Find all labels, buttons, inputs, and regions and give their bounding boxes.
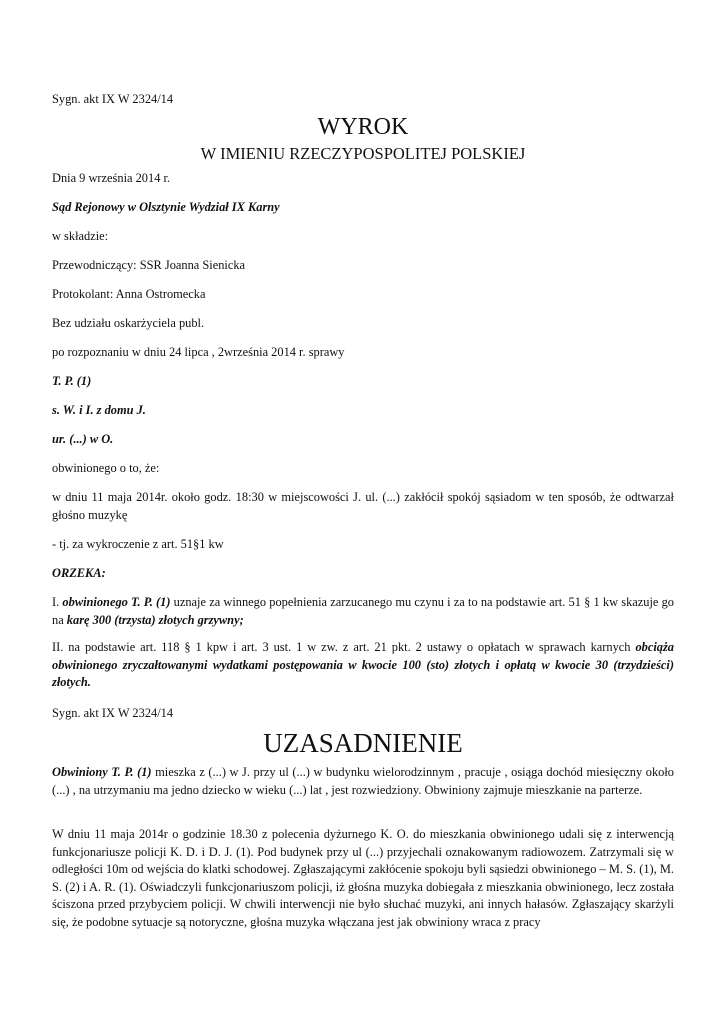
justification-paragraph-2: W dniu 11 maja 2014r o godzinie 18.30 z polecenia dyżurnego K. O. do mieszkania obwinionego udali się z interwencją funkcjonariusze policji K. D. i D. J. (1). Pod budynek przy ul (...) przyjechali oznakowanym radiowozem. Zatrzymali się w odległości 10m od wejścia do klatki schodowej. Zgłaszającymi zakłócenie spokoju byli sąsiedzi obwinionego – M. S. (1), M. S. (2) i A. R. (1). Oświadczyli funkcjonariuszom policji, iż głośna muzyka dobiegała z mieszkania obwinionego, lecz została ściszona przed przybyciem policji. W chwili interwencji nie było słuchać muzyki, ani innych hałasów. Zgłaszający skarżyli się, że podobne sytuacje są notoryczne, głośna muzyka włączana jest jak obwiniony wraca z pracy — [52, 827, 674, 929]
hearing-dates: po rozpoznaniu w dniu 24 lipca , 2września 2014 r. sprawy — [52, 345, 345, 359]
accused-name: T. P. (1) — [52, 374, 92, 388]
case-number-top: Sygn. akt IX W 2324/14 — [52, 92, 174, 106]
chair-judge: Przewodniczący: SSR Joanna Sienicka — [52, 258, 246, 272]
charge-text: w dniu 11 maja 2014r. około godz. 18:30 w miejscowości J. ul. (...) zakłócił spokój sąsiadom w ten sposób, że odtwarzał głośno muzykę — [52, 490, 674, 522]
ruling-heading: ORZEKA: — [52, 566, 106, 580]
verdict-title: WYROK — [317, 114, 409, 140]
justification-accused: Obwiniony T. P. (1) — [52, 765, 152, 779]
accused-birth: ur. (...) w O. — [52, 432, 114, 446]
accused-parents: s. W. i I. z domu J. — [52, 403, 146, 417]
justification-title: UZASADNIENIE — [263, 728, 463, 758]
case-number-bottom: Sygn. akt IX W 2324/14 — [52, 706, 174, 720]
justification-p1-body: mieszka z (...) w J. przy ul (...) w budynku wielorodzinnym , pracuje , osiąga dochód miesięczny około (...) , na utrzymaniu ma jedno dziecko w wieku (...) lat , jest rozwiedziony. Obwiniony zajmuje mieszkanie na parterze. — [52, 765, 675, 797]
point-1-body: uznaje za winnego popełnienia zarzucanego mu czynu i za to na podstawie art. 51 § 1 kw skazuje go na — [52, 595, 674, 627]
point-2-costs: obciąża obwinionego zryczałtowanymi wydatkami postępowania w kwocie 100 (sto) złotych i opłatą w kwocie 30 (trzydzieści) złotych. — [52, 640, 674, 689]
ruling-point-2 — [52, 639, 674, 692]
ruling-point-1 — [52, 594, 674, 629]
composition-label: w składzie: — [52, 229, 109, 243]
verdict-date: Dnia 9 września 2014 r. — [52, 171, 171, 185]
charge-intro: obwinionego o to, że: — [52, 461, 160, 475]
point-2-body: II. na podstawie art. 118 § 1 kpw i art. 3 ust. 1 w zw. z art. 21 pkt. 2 ustawy o opłatach w sprawach karnych — [52, 640, 636, 654]
point-1-penalty: karę 300 (trzysta) złotych grzywny; — [66, 612, 244, 627]
prosecutor-note: Bez udziału oskarżyciela publ. — [52, 316, 205, 330]
clerk: Protokolant: Anna Ostromecka — [52, 287, 206, 301]
offense-article: - tj. za wykroczenie z art. 51§1 kw — [52, 537, 224, 551]
point-1-accused: obwinionego T. P. (1) — [62, 595, 171, 609]
point-1-number: I. — [52, 595, 63, 609]
justification-paragraph-1 — [52, 764, 674, 799]
court-name: Sąd Rejonowy w Olsztynie Wydział IX Karny — [52, 200, 280, 214]
verdict-subtitle: W IMIENIU RZECZYPOSPOLITEJ POLSKIEJ — [200, 144, 526, 163]
